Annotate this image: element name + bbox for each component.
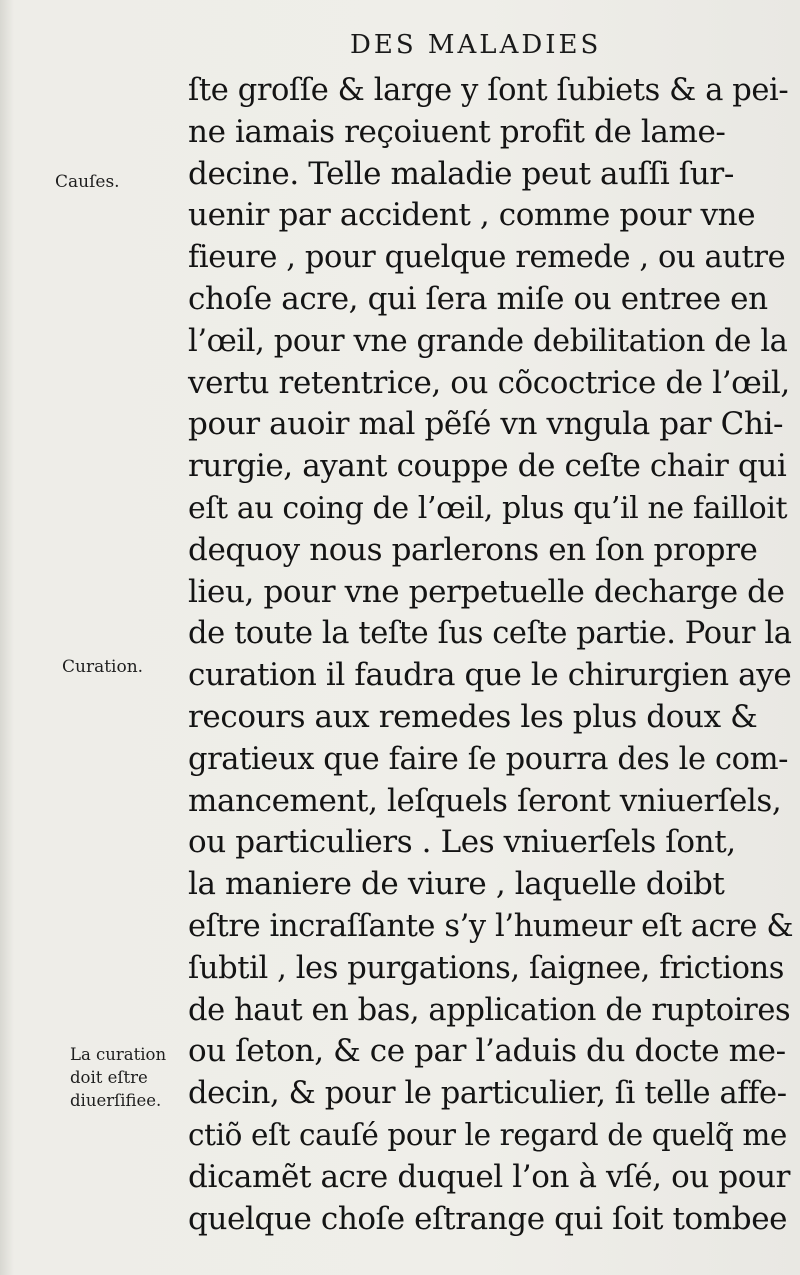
margin-note-line: diuerſifiee. xyxy=(70,1091,162,1110)
text-line: choſe acre, qui ſera miſe ou entree en xyxy=(188,280,768,317)
margin-note-causes: Cauſes. xyxy=(55,172,120,192)
text-line: de haut en bas, application de ruptoires xyxy=(188,992,791,1028)
running-head: DES MALADIES xyxy=(350,30,602,60)
text-line: lieu, pour vne perpetuelle decharge de xyxy=(188,573,785,610)
text-line: pour auoir mal pẽſé vn vngula par Chi- xyxy=(188,406,784,443)
text-line: rurgie, ayant couppe de ceſte chair qui xyxy=(188,448,787,485)
text-line: quelque choſe eſtrange qui ſoit tombee xyxy=(188,1200,788,1237)
text-line: recours aux remedes les plus doux & xyxy=(188,698,758,735)
text-line: ſte groſſe & large y ſont ſubiets & a pei- xyxy=(188,73,789,108)
text-line: ſubtil , les purgations, ſaignee, frictions xyxy=(188,950,785,986)
text-line: ctiõ eſt cauſé pour le regard de quelq̃ me xyxy=(188,1117,787,1152)
text-line: decin, & pour le particulier, ſi telle affe- xyxy=(188,1076,787,1112)
text-line: la maniere de viure , laquelle doibt xyxy=(188,866,725,903)
text-line: l’œil, pour vne grande debilitation de la xyxy=(188,323,788,359)
text-line: uenir par accident , comme pour vne xyxy=(188,197,756,234)
text-line: de toute la teſte ſus ceſte partie. Pour la xyxy=(188,616,792,652)
text-line: dicamẽt acre duquel l’on à vſé, ou pour xyxy=(188,1158,791,1195)
text-line: dequoy nous parlerons en ſon propre xyxy=(188,531,758,568)
text-line: mancement, leſquels ſeront vniuerſels, xyxy=(188,782,782,819)
text-line: ne iamais reçoiuent profit de lame- xyxy=(188,113,726,150)
text-line: gratieux que faire ſe pourra des le com- xyxy=(188,741,789,777)
margin-note-curation-diverse xyxy=(70,1043,166,1112)
text-line: curation il faudra que le chirurgien aye xyxy=(188,657,792,694)
margin-note-line: La curation xyxy=(70,1045,167,1064)
text-line: vertu retentrice, ou cõcoctrice de l’œil, xyxy=(188,364,790,401)
text-line: eſt au coing de l’œil, plus qu’il ne failloit xyxy=(188,490,788,526)
text-line: decine. Telle maladie peut auſſi ſur- xyxy=(188,155,734,192)
margin-note-line: doit eſtre xyxy=(70,1068,148,1087)
text-line: ou ſeton, & ce par l’aduis du docte me- xyxy=(188,1033,786,1070)
text-line: eſtre incraſſante s’y l’humeur eſt acre & xyxy=(188,908,794,944)
body-text xyxy=(188,70,793,1240)
text-line: ou particuliers . Les vniuerſels ſont, xyxy=(188,824,736,861)
text-line: fieure , pour quelque remede , ou autre xyxy=(188,240,786,276)
margin-note-curation: Curation. xyxy=(62,657,144,677)
